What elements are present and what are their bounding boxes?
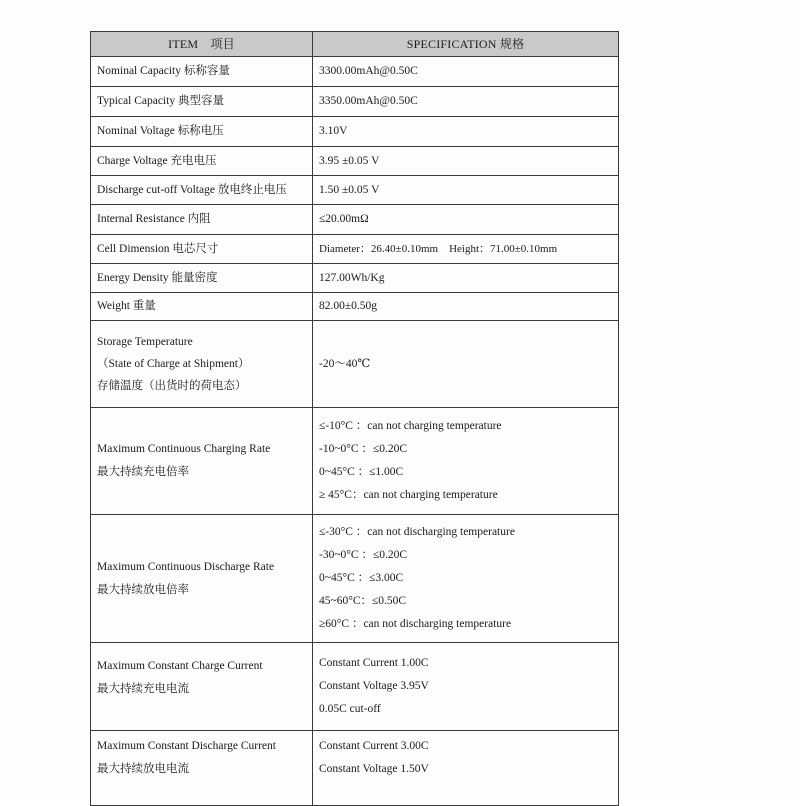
item-cell: Energy Density 能量密度 [91,264,313,293]
discharge-rate-spec-line: 0~45°C ：≤3.00C [319,572,404,584]
charging-rate-item-line: 最大持续充电倍率 [97,466,189,478]
table-row [91,408,619,515]
item-cell: Internal Resistance 内阻 [91,205,313,235]
discharge-rate-item-line: Maximum Continuous Discharge Rate [97,560,275,573]
spec-cell: Diameter：26.40±0.10mm Height：71.00±0.10mm [313,235,619,264]
charging-rate-spec-cell [313,408,619,515]
discharge-rate-item-cell [91,515,313,643]
table-row [91,235,619,264]
charging-rate-spec-line: ≥ 45°C：can not charging temperature [319,489,498,501]
item-cell: Discharge cut-off Voltage 放电终止电压 [91,176,313,205]
charging-rate-item-line: Maximum Continuous Charging Rate [97,443,271,455]
table-row [91,87,619,117]
discharge-rate-spec-cell [313,515,619,643]
storage-item-line: （State of Charge at Shipment） [97,358,250,370]
charging-rate-spec-line: -10~0°C ：≤0.20C [319,443,408,455]
discharge-rate-item-line: 最大持续放电倍率 [97,583,189,596]
discharge-rate-spec-line: ≤-30°C ：can not discharging temperature [319,526,515,538]
table-row [91,57,619,87]
discharge-current-item-line: Maximum Constant Discharge Current [97,740,276,752]
table-row [91,731,619,806]
table-row [91,515,619,643]
discharge-rate-spec-line: ≥60°C ：can not discharging temperature [319,618,512,630]
discharge-current-spec-line: Constant Voltage 1.50V [319,763,429,775]
spec-cell: 127.00Wh/Kg [313,264,619,293]
item-cell: Typical Capacity 典型容量 [91,87,313,117]
table-row [91,205,619,235]
spec-cell: 3.10V [313,117,619,147]
item-cell: Charge Voltage 充电电压 [91,147,313,176]
table-row [91,264,619,293]
charging-rate-spec-line: ≤-10°C ：can not charging temperature [319,420,502,432]
spec-cell: 3350.00mAh@0.50C [313,87,619,117]
discharge-rate-spec-line: 45~60°C：≤0.50C [319,595,407,607]
charge-current-item-line: Maximum Constant Charge Current [97,660,263,672]
table-row [91,176,619,205]
header-row [91,32,619,57]
discharge-rate-spec-line: -30~0°C ：≤0.20C [319,549,408,561]
discharge-current-spec-line: Constant Current 3.00C [319,740,429,752]
table-row [91,321,619,408]
item-cell: Weight 重量 [91,293,313,321]
item-cell: Nominal Voltage 标称电压 [91,117,313,147]
item-cell: Cell Dimension 电芯尺寸 [91,235,313,264]
spec-cell: 82.00±0.50g [313,293,619,321]
storage-item-line: Storage Temperature [97,336,193,348]
storage-item-cell [91,321,313,408]
spec-header: SPECIFICATION 规格 [313,32,619,57]
charge-current-spec-line: Constant Voltage 3.95V [319,680,429,692]
discharge-current-item-cell [91,731,313,806]
charge-current-item-cell [91,643,313,731]
spec-cell: ≤20.00mΩ [313,205,619,235]
charge-current-spec-cell [313,643,619,731]
charging-rate-item-cell [91,408,313,515]
spec-cell: 1.50 ±0.05 V [313,176,619,205]
specification-table [90,31,619,806]
storage-spec-cell: -20～40℃ [313,321,619,408]
spec-cell: 3.95 ±0.05 V [313,147,619,176]
discharge-current-spec-cell [313,731,619,806]
table-row [91,643,619,731]
charge-current-spec-line: 0.05C cut-off [319,703,381,715]
table-row [91,293,619,321]
item-cell: Nominal Capacity 标称容量 [91,57,313,87]
charge-current-item-line: 最大持续充电电流 [97,683,189,695]
storage-item-line: 存储温度（出货时的荷电态） [97,380,247,392]
discharge-current-item-line: 最大持续放电电流 [97,763,189,775]
spec-cell: 3300.00mAh@0.50C [313,57,619,87]
table-row [91,117,619,147]
table-row [91,147,619,176]
item-header: ITEM 项目 [91,32,313,57]
charging-rate-spec-line: 0~45°C ：≤1.00C [319,466,404,478]
charge-current-spec-line: Constant Current 1.00C [319,657,429,669]
